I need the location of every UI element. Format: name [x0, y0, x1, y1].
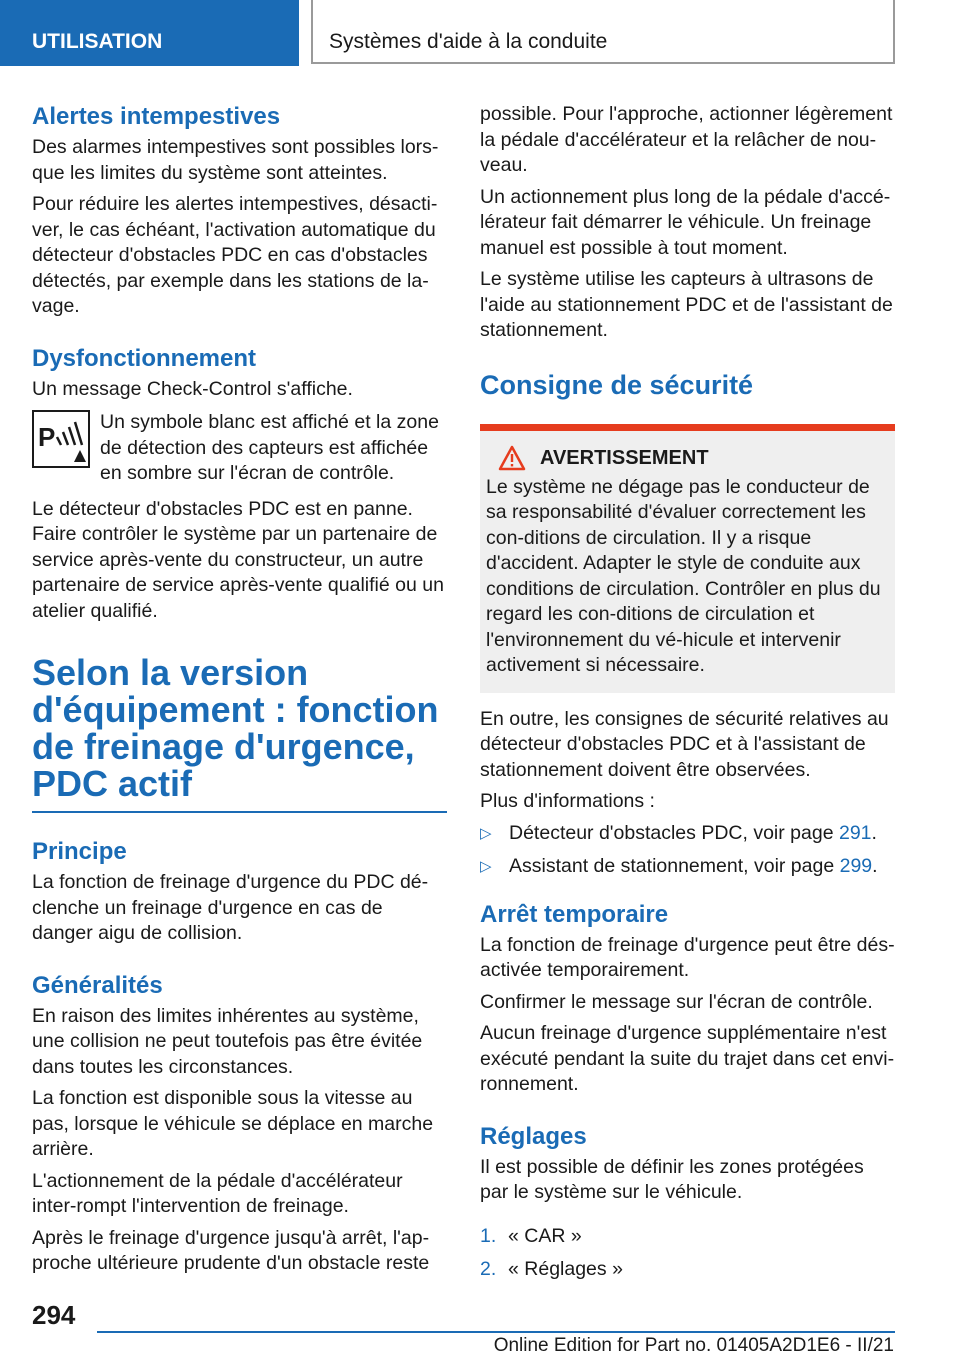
paragraph: La fonction est disponible sous la vitesse au pas, lorsque le véhicule se déplace en marche arrière.	[32, 1087, 434, 1160]
paragraph: La fonction de freinage d'urgence peut être dés-activée temporairement.	[480, 933, 895, 981]
svg-text:P: P	[38, 422, 56, 452]
symbol-description: Un symbole blanc est affiché et la zone de détection des capteurs est affichée en sombre sur l'écran de contrôle.	[100, 411, 439, 484]
paragraph: Un actionnement plus long de la pédale d'accé-lérateur fait démarrer le véhicule. Un freinage manuel est possible à tout moment.	[480, 185, 891, 259]
step-item	[480, 1224, 895, 1250]
bullet-triangle-icon: ▷	[480, 858, 492, 875]
list-item-text: Détecteur d'obstacles PDC, voir page 291.	[509, 821, 877, 844]
paragraph: Plus d'informations :	[480, 790, 655, 812]
paragraph: Aucun freinage d'urgence supplémentaire n'est exécuté pendant la suite du trajet dans cet envi-ronnement.	[480, 1022, 895, 1095]
step-number: 1.	[480, 1224, 497, 1247]
paragraph: Un message Check-Control s'affiche.	[32, 377, 353, 400]
page-link-299[interactable]: 299	[839, 855, 873, 877]
list-item	[480, 821, 895, 847]
paragraph: Pour réduire les alertes intempestives, désacti-ver, le cas échéant, l'activation automatique du détecteur d'obstacles PDC en cas d'obstacles détectés, par exemple dans les stations de la-vage.	[32, 193, 438, 317]
page-link-291[interactable]: 291	[838, 821, 872, 844]
heading-alertes: Alertes intempestives	[32, 103, 281, 130]
page-number: 294	[32, 1300, 76, 1330]
heading-generalites: Généralités	[32, 971, 163, 999]
paragraph: En outre, les consignes de sécurité relatives au détecteur d'obstacles PDC et à l'assistant de stationnement doivent être observées.	[480, 707, 889, 781]
right-column	[480, 102, 895, 1291]
heading-consigne: Consigne de sécurité	[480, 369, 754, 400]
step-text: « CAR »	[508, 1224, 582, 1247]
bullet-triangle-icon: ▷	[480, 824, 492, 842]
left-column	[32, 102, 447, 1283]
paragraph: Des alarmes intempestives sont possibles lors-que les limites du système sont atteintes.	[32, 136, 439, 184]
section-tab: UTILISATION	[0, 0, 299, 66]
paragraph: Confirmer le message sur l'écran de contrôle.	[480, 990, 873, 1013]
step-text: « Réglages »	[508, 1258, 623, 1280]
step-number: 2.	[480, 1258, 497, 1280]
warning-title: AVERTISSEMENT	[540, 446, 709, 469]
warning-header	[486, 445, 889, 471]
pdc-fault-icon	[32, 410, 90, 468]
warning-text: Le système ne dégage pas le conducteur de sa responsabilité d'évaluer correctement les con-ditions de circulation. Il y a risque d'accident. Adapter le style de conduite aux conditions de circulation. Contrôler en plus du regard les con-ditions de circulation et l'environnement du vé-hicule et intervenir activement si nécessaire.	[486, 475, 881, 676]
paragraph: Il est possible de définir les zones protégées par le système sur le véhicule.	[480, 1155, 864, 1203]
page-header	[0, 0, 960, 66]
paragraph: En raison des limites inhérentes au système, une collision ne peut toutefois pas être évitée dans toutes les circonstances.	[32, 1004, 423, 1078]
heading-dysfonctionnement: Dysfonctionnement	[32, 344, 257, 372]
paragraph: Le système utilise les capteurs à ultrasons de l'aide au stationnement PDC et de l'assistant de stationnement.	[480, 268, 893, 341]
warning-box	[480, 424, 895, 693]
footer-divider	[97, 1331, 895, 1333]
heading-arret-temporaire: Arrêt temporaire	[480, 900, 669, 928]
paragraph: Après le freinage d'urgence jusqu'à arrêt, l'ap-proche ultérieure prudente d'un obstacle reste	[32, 1226, 430, 1274]
heading-reglages: Réglages	[480, 1122, 587, 1150]
paragraph: La fonction de freinage d'urgence du PDC dé-clenche un freinage d'urgence en cas de danger aigu de collision.	[32, 871, 429, 944]
main-section-title: Selon la version d'équipement : fonction de freinage d'urgence, PDC actif	[32, 654, 447, 813]
list-item	[480, 854, 895, 880]
chapter-title: Systèmes d'aide à la conduite	[311, 0, 895, 64]
paragraph: L'actionnement de la pédale d'accélérateur inter-rompt l'intervention de freinage.	[32, 1169, 403, 1217]
paragraph: possible. Pour l'approche, actionner légèrement la pédale d'accélérateur et la relâcher de nou-veau.	[480, 103, 893, 176]
list-item-text: Assistant de stationnement, voir page 299.	[509, 855, 878, 877]
paragraph: Le détecteur d'obstacles PDC est en panne. Faire contrôler le système par un partenaire de service après-vente du constructeur, un autre partenaire de service après-vente qualifié ou un atelier qualifié.	[32, 497, 444, 622]
step-item	[480, 1257, 895, 1283]
page-footer	[0, 1290, 960, 1362]
pdc-symbol-row	[32, 410, 447, 487]
warning-triangle-icon	[498, 445, 526, 471]
heading-principe: Principe	[32, 838, 127, 865]
edition-text: Online Edition for Part no. 01405A2D1E6 - II/21	[493, 1335, 894, 1356]
